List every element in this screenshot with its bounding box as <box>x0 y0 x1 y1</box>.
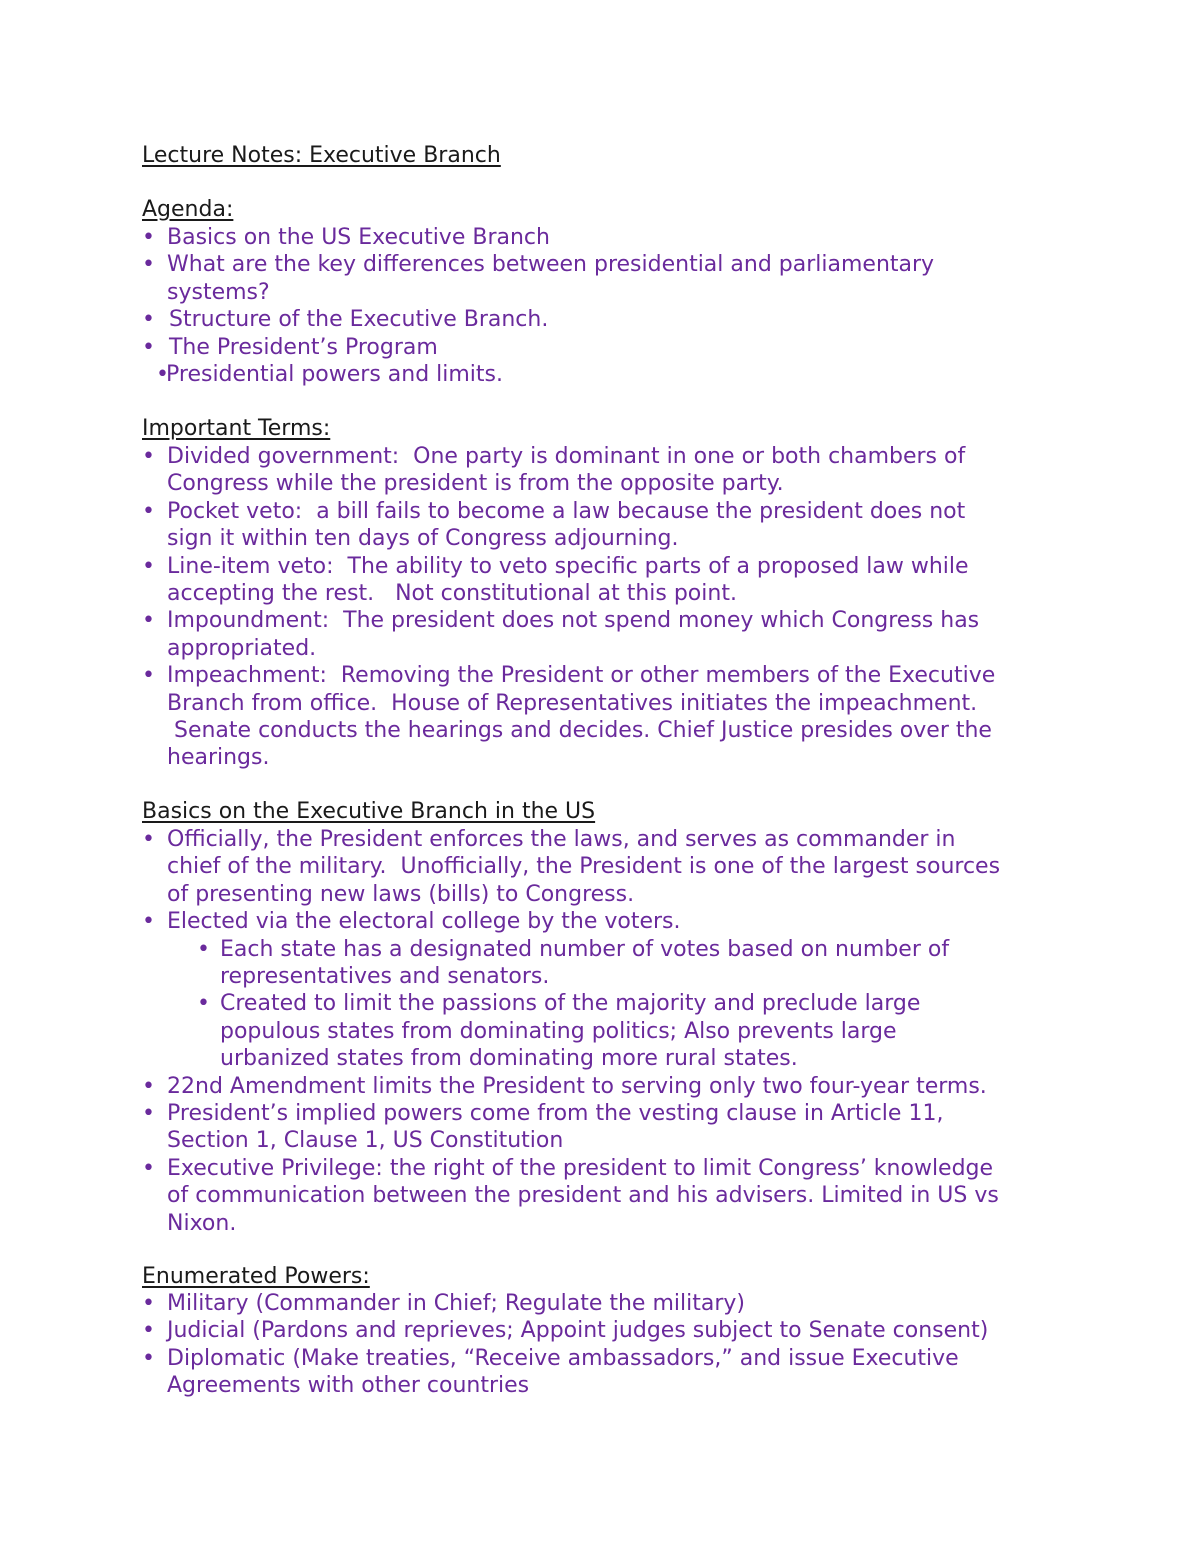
list-item-line: Senate conducts the hearings and decides. Chief Justice presides over the <box>167 718 992 744</box>
enumerated-powers-list <box>142 1290 1142 1400</box>
agenda-list <box>142 224 1142 388</box>
enumerated-list-item <box>142 1317 1142 1344</box>
list-item-line: Diplomatic (Make treaties, “Receive ambassadors,” and issue Executive <box>167 1345 959 1371</box>
enumerated-list-item <box>142 1290 1142 1317</box>
list-item-line: chief of the military. Unofficially, the President is one of the largest sources <box>167 854 1001 880</box>
agenda-list-item <box>142 334 1142 361</box>
list-item-line: hearings. <box>167 745 270 771</box>
bullet-icon: • <box>142 1318 155 1344</box>
bullet-icon: • <box>156 362 169 388</box>
list-item-line: Nixon. <box>167 1210 237 1236</box>
list-item-line: Basics on the US Executive Branch <box>167 225 550 250</box>
bullet-icon: • <box>142 444 155 469</box>
list-item-line: Structure of the Executive Branch. <box>162 307 549 333</box>
list-item-line: The President’s Program <box>162 334 438 360</box>
list-item-line: What are the key differences between presidential and parliamentary <box>167 252 935 278</box>
bullet-icon: • <box>197 991 210 1017</box>
basics-list-item <box>142 1155 1142 1237</box>
bullet-icon: • <box>142 663 155 689</box>
list-item-line: Created to limit the passions of the majority and preclude large <box>220 991 921 1017</box>
list-item-line: urbanized states from dominating more rural states. <box>220 1046 798 1072</box>
list-item-line: accepting the rest. Not constitutional at this point. <box>167 581 737 607</box>
list-item-line: Agreements with other countries <box>167 1373 530 1399</box>
bullet-icon: • <box>142 1101 155 1127</box>
agenda-list-item <box>142 251 1142 306</box>
bullet-icon: • <box>142 909 155 935</box>
bullet-icon: • <box>142 1155 155 1181</box>
list-item-line: populous states from dominating politics; Also prevents large <box>220 1018 897 1044</box>
terms-list-item <box>142 607 1142 662</box>
list-item-line: appropriated. <box>167 635 317 661</box>
important-terms-heading: Important Terms: <box>142 416 331 441</box>
document-title: Lecture Notes: Executive Branch <box>142 143 501 168</box>
bullet-icon: • <box>142 827 155 852</box>
list-item-line: Judicial (Pardons and reprieves; Appoint judges subject to Senate consent) <box>167 1318 989 1344</box>
list-item-line: Congress while the president is from the opposite party. <box>167 471 784 497</box>
list-item-line: Section 1, Clause 1, US Constitution <box>167 1128 564 1154</box>
list-item-line: sign it within ten days of Congress adjourning. <box>167 526 679 552</box>
bullet-icon: • <box>142 1291 155 1316</box>
basics-list-item <box>142 826 1142 908</box>
list-item-line: Military (Commander in Chief; Regulate the military) <box>167 1291 745 1316</box>
basics-list-item <box>142 1073 1142 1100</box>
list-item-line: of presenting new laws (bills) to Congress. <box>167 881 635 907</box>
basics-list <box>142 826 1142 1237</box>
bullet-icon: • <box>142 498 155 524</box>
agenda-list-item <box>142 361 1142 388</box>
basics-list-item <box>142 1100 1142 1155</box>
list-item-line: representatives and senators. <box>220 964 550 990</box>
list-item-line: President’s implied powers come from the vesting clause in Article 11, <box>167 1101 944 1127</box>
agenda-heading: Agenda: <box>142 197 234 222</box>
basics-list-item <box>142 908 1142 935</box>
terms-list-item <box>142 553 1142 608</box>
agenda-list-item <box>142 306 1142 333</box>
basics-list-item <box>142 990 1142 1072</box>
list-item-line: Presidential powers and limits. <box>166 362 504 388</box>
list-item-line: Line-item veto: The ability to veto specific parts of a proposed law while <box>167 553 969 579</box>
list-item-line: Impoundment: The president does not spend money which Congress has <box>167 608 980 634</box>
list-item-line: of communication between the president and his advisers. Limited in US vs <box>167 1183 999 1209</box>
basics-list-item <box>142 936 1142 991</box>
list-item-line: Each state has a designated number of votes based on number of <box>220 936 950 962</box>
list-item-line: Divided government: One party is dominant in one or both chambers of <box>167 444 966 469</box>
bullet-icon: • <box>142 553 155 579</box>
bullet-icon: • <box>142 1345 155 1371</box>
list-item-line: 22nd Amendment limits the President to serving only two four-year terms. <box>167 1073 987 1099</box>
enumerated-powers-heading: Enumerated Powers: <box>142 1264 370 1289</box>
terms-list-item <box>142 443 1142 498</box>
list-item-line: Elected via the electoral college by the voters. <box>167 909 681 935</box>
bullet-icon: • <box>142 252 155 278</box>
terms-list-item <box>142 662 1142 772</box>
bullet-icon: • <box>142 225 155 250</box>
list-item-line: Pocket veto: a bill fails to become a law because the president does not <box>167 498 966 524</box>
list-item-line: systems? <box>167 279 270 305</box>
bullet-icon: • <box>142 608 155 634</box>
bullet-icon: • <box>142 307 155 333</box>
bullet-icon: • <box>142 334 155 360</box>
bullet-icon: • <box>142 1073 155 1099</box>
list-item-line: Officially, the President enforces the laws, and serves as commander in <box>167 827 956 852</box>
bullet-icon: • <box>197 936 210 962</box>
basics-heading: Basics on the Executive Branch in the US <box>142 799 596 824</box>
enumerated-list-item <box>142 1345 1142 1400</box>
list-item-line: Branch from office. House of Representatives initiates the impeachment. <box>167 690 978 716</box>
terms-list-item <box>142 498 1142 553</box>
list-item-line: Executive Privilege: the right of the president to limit Congress’ knowledge <box>167 1155 994 1181</box>
agenda-list-item <box>142 224 1142 251</box>
list-item-line: Impeachment: Removing the President or other members of the Executive <box>167 663 996 689</box>
important-terms-list <box>142 443 1142 772</box>
